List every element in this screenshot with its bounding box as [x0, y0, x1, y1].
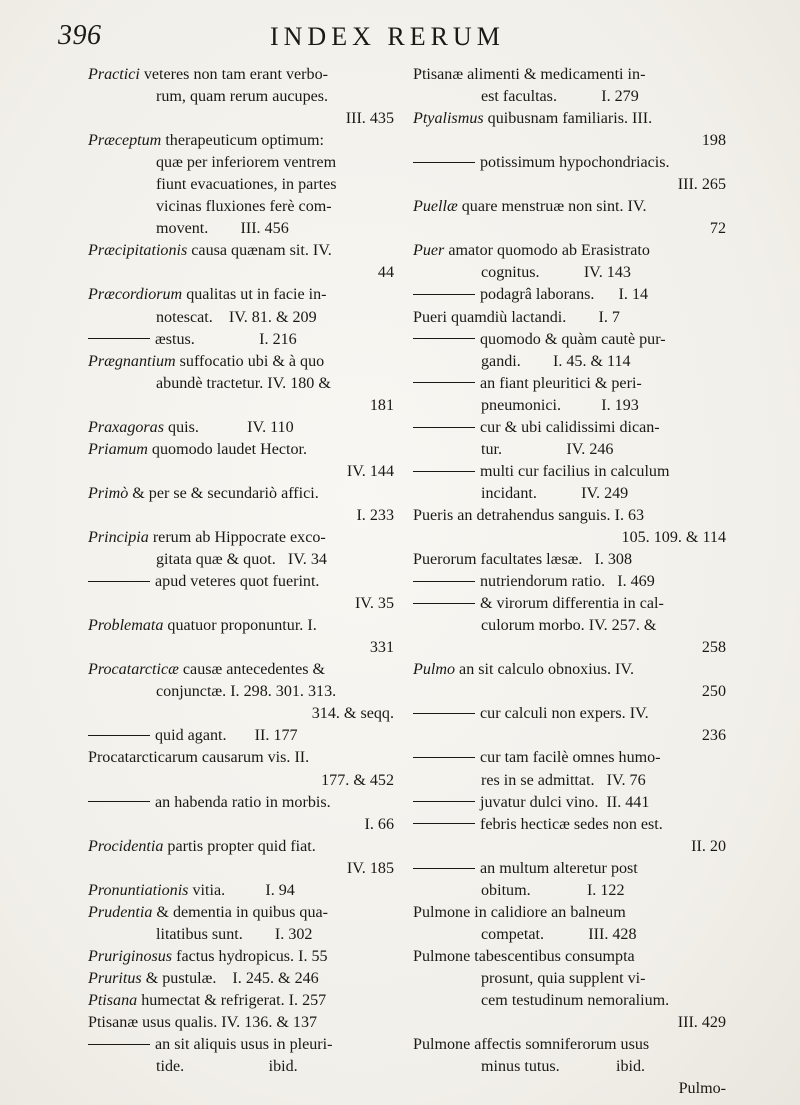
index-text: & dementia in quibus qua-	[152, 903, 329, 921]
running-title: INDEX RERUM	[270, 22, 505, 51]
index-text: Pulmone affectis somniferorum usus	[413, 1036, 650, 1054]
index-line	[413, 1034, 726, 1056]
index-text: III. 435	[345, 110, 394, 128]
index-line	[88, 770, 394, 792]
index-text: III. 265	[677, 176, 726, 194]
index-line	[413, 417, 726, 439]
index-text: suffocatio ubi & à quo	[175, 352, 325, 370]
index-line	[88, 329, 394, 351]
index-line	[88, 373, 394, 395]
index-text: I. 233	[356, 506, 394, 524]
index-line	[88, 681, 394, 703]
index-text: 258	[701, 639, 726, 657]
index-text: cem testudinum nemoralium.	[481, 991, 670, 1009]
index-line	[88, 284, 394, 306]
index-line	[88, 924, 394, 946]
index-line	[413, 1012, 726, 1034]
index-line	[413, 836, 726, 858]
index-text: & per se & secundariò affici.	[128, 484, 319, 502]
index-text: juvatur dulci vino. II. 441	[480, 793, 650, 811]
index-keyword: Procatarcticæ	[88, 661, 179, 679]
index-text: an multum alteretur post	[480, 859, 638, 877]
index-line	[88, 836, 394, 858]
index-keyword: Pruriginosus	[88, 947, 173, 965]
index-text: & pustulæ. I. 245. & 246	[141, 969, 319, 987]
index-text: competat. III. 428	[481, 925, 637, 943]
index-line	[413, 990, 726, 1012]
ditto-rule	[413, 713, 475, 714]
index-text: Pulmo-	[678, 1080, 726, 1098]
index-line	[413, 615, 726, 637]
index-text: tur. IV. 246	[481, 440, 614, 458]
index-line	[413, 527, 726, 549]
index-text: vicinas fluxiones ferè com-	[156, 198, 332, 216]
index-text: gitata quæ & quot. IV. 34	[156, 551, 327, 569]
index-keyword: Principia	[88, 528, 149, 546]
index-column-left	[88, 64, 394, 1078]
index-text: 236	[701, 727, 726, 745]
index-line	[413, 681, 726, 703]
ditto-rule	[88, 338, 150, 339]
ditto-rule	[88, 1044, 150, 1045]
index-line	[88, 461, 394, 483]
index-text: causa quænam sit. IV.	[187, 242, 332, 260]
index-text: an sit calculo obnoxius. IV.	[455, 661, 634, 679]
index-text: prosunt, quia supplent vi-	[481, 969, 646, 987]
index-line	[88, 571, 394, 593]
index-text: IV. 35	[354, 595, 394, 613]
index-line	[88, 968, 394, 990]
index-line	[88, 527, 394, 549]
index-text: therapeuticum optimum:	[161, 132, 325, 150]
index-line	[413, 549, 726, 571]
index-line	[88, 240, 394, 262]
index-text: multi cur facilius in calculum	[480, 462, 670, 480]
index-line	[413, 1078, 726, 1100]
index-text: quibusnam familiaris. III.	[483, 110, 653, 128]
index-text: potissimum hypochondriacis.	[480, 154, 670, 172]
index-line	[88, 880, 394, 902]
index-line	[413, 329, 726, 351]
index-text: pneumonici. I. 193	[481, 396, 639, 414]
index-text: quis. IV. 110	[164, 418, 294, 436]
index-line	[88, 1012, 394, 1034]
index-line	[413, 593, 726, 615]
index-line	[413, 747, 726, 769]
index-line	[88, 86, 394, 108]
index-text: conjunctæ. I. 298. 301. 313.	[156, 683, 337, 701]
index-line	[413, 505, 726, 527]
index-line	[88, 152, 394, 174]
index-text: movent. III. 456	[156, 220, 289, 238]
index-text: 72	[709, 220, 726, 238]
index-line	[88, 1034, 394, 1056]
index-keyword: Primò	[88, 484, 129, 502]
index-text: quare menstruæ non sint. IV.	[457, 198, 647, 216]
ditto-rule	[413, 603, 475, 604]
index-text: causæ antecedentes &	[178, 661, 326, 679]
index-text: obitum. I. 122	[481, 881, 625, 899]
index-text: 105. 109. & 114	[621, 528, 726, 546]
index-text: quomodo laudet Hector.	[147, 440, 308, 458]
index-text: veteres non tam erant verbo-	[139, 66, 328, 83]
index-line	[413, 86, 726, 108]
index-text: qualitas ut in facie in-	[182, 286, 327, 304]
ditto-rule	[413, 382, 475, 383]
index-keyword: Præceptum	[88, 132, 162, 150]
index-line	[88, 64, 394, 86]
index-line	[413, 880, 726, 902]
index-text: 250	[701, 683, 726, 701]
index-line	[413, 174, 726, 196]
index-keyword: Puellæ	[413, 198, 458, 216]
index-text: I. 66	[364, 815, 394, 833]
index-line	[88, 130, 394, 152]
index-line	[88, 108, 394, 130]
index-line	[413, 1056, 726, 1078]
index-text: quatuor proponuntur. I.	[163, 617, 317, 635]
ditto-rule	[88, 735, 150, 736]
index-keyword: Practici	[88, 66, 140, 83]
index-text: humectat & refrigerat. I. 257	[137, 991, 327, 1009]
index-keyword: Pronuntiationis	[88, 881, 189, 899]
index-text: notescat. IV. 81. & 209	[156, 308, 317, 326]
index-line	[413, 946, 726, 968]
index-text: incidant. IV. 249	[481, 484, 629, 502]
ditto-rule	[413, 823, 475, 824]
index-text: Pueris an detrahendus sanguis. I. 63	[413, 506, 645, 524]
index-line	[413, 240, 726, 262]
index-text: 198	[701, 132, 726, 150]
index-text: quomodo & quàm cautè pur-	[480, 330, 666, 348]
index-text: partis propter quid fiat.	[163, 837, 316, 855]
index-keyword: Prudentia	[88, 903, 153, 921]
index-text: Pulmone in calidiore an balneum	[413, 903, 626, 921]
index-keyword: Præcipitationis	[88, 242, 188, 260]
index-text: culorum morbo. IV. 257. &	[481, 617, 657, 635]
index-line	[88, 1056, 394, 1078]
index-text: 181	[369, 396, 394, 414]
index-line	[413, 968, 726, 990]
index-text: amator quomodo ab Erasistrato	[444, 242, 650, 260]
ditto-rule	[413, 471, 475, 472]
ditto-rule	[413, 427, 475, 428]
index-text: rerum ab Hippocrate exco-	[148, 528, 326, 546]
index-line	[413, 571, 726, 593]
index-text: minus tutus. ibid.	[481, 1058, 646, 1076]
page-number: 396	[58, 20, 102, 51]
index-line	[88, 615, 394, 637]
index-line	[88, 747, 394, 769]
index-line	[88, 593, 394, 615]
index-line	[413, 262, 726, 284]
index-line	[413, 152, 726, 174]
index-keyword: Praxagoras	[88, 418, 164, 436]
index-text: febris hecticæ sedes non est.	[480, 815, 663, 833]
index-line	[413, 637, 726, 659]
index-line	[88, 659, 394, 681]
index-keyword: Pulmo	[413, 661, 456, 679]
index-line	[413, 373, 726, 395]
index-line	[88, 351, 394, 373]
index-text: Pulmone tabescentibus consumpta	[413, 947, 635, 965]
index-line	[88, 902, 394, 924]
index-line	[413, 439, 726, 461]
index-line	[413, 130, 726, 152]
index-line	[88, 725, 394, 747]
index-text: abundè tractetur. IV. 180 &	[156, 374, 331, 392]
index-line	[88, 395, 394, 417]
index-line	[88, 814, 394, 836]
index-text: vitia. I. 94	[188, 881, 295, 899]
ditto-rule	[413, 868, 475, 869]
index-line	[413, 814, 726, 836]
index-line	[88, 946, 394, 968]
index-text: Pueri quamdiù lactandi. I. 7	[413, 308, 620, 326]
index-keyword: Problemata	[88, 617, 164, 635]
index-text: tide. ibid.	[156, 1058, 298, 1076]
index-line	[413, 395, 726, 417]
index-line	[413, 284, 726, 306]
index-text: factus hydropicus. I. 55	[172, 947, 328, 965]
index-line	[413, 659, 726, 681]
index-text: 44	[377, 264, 394, 282]
index-line	[413, 196, 726, 218]
index-line	[413, 461, 726, 483]
index-text: 331	[369, 639, 394, 657]
index-line	[88, 483, 394, 505]
index-text: rum, quam rerum aucupes.	[156, 88, 329, 106]
index-line	[88, 218, 394, 240]
index-line	[413, 307, 726, 329]
index-keyword: Procidentia	[88, 837, 164, 855]
index-line	[413, 108, 726, 130]
index-text: an habenda ratio in morbis.	[155, 793, 331, 811]
page-header	[58, 20, 718, 60]
index-text: 177. & 452	[321, 771, 394, 789]
ditto-rule	[413, 581, 475, 582]
index-line	[413, 902, 726, 924]
index-line	[88, 703, 394, 725]
index-keyword: Pruritus	[88, 969, 142, 987]
index-text: est facultas. I. 279	[481, 88, 639, 106]
index-keyword: Ptisana	[88, 991, 138, 1009]
index-line	[413, 792, 726, 814]
index-text: apud veteres quot fuerint.	[155, 573, 320, 591]
index-text: Ptisanæ usus qualis. IV. 136. & 137	[88, 1014, 318, 1032]
index-line	[88, 262, 394, 284]
index-text: podagrâ laborans. I. 14	[480, 286, 649, 304]
ditto-rule	[413, 338, 475, 339]
index-text: gandi. I. 45. & 114	[481, 352, 631, 370]
index-keyword: Præcordiorum	[88, 286, 183, 304]
index-line	[88, 990, 394, 1012]
ditto-rule	[413, 801, 475, 802]
index-line	[413, 770, 726, 792]
index-line	[413, 924, 726, 946]
index-line	[413, 725, 726, 747]
index-line	[413, 351, 726, 373]
ditto-rule	[413, 294, 475, 295]
index-line	[413, 483, 726, 505]
index-line	[88, 792, 394, 814]
index-text: cognitus. IV. 143	[481, 264, 631, 282]
index-keyword: Ptyalismus	[413, 110, 484, 128]
index-line	[88, 858, 394, 880]
index-text: nutriendorum ratio. I. 469	[480, 573, 655, 591]
index-line	[88, 174, 394, 196]
ditto-rule	[413, 162, 475, 163]
ditto-rule	[88, 801, 150, 802]
index-text: cur tam facilè omnes humo-	[480, 749, 661, 767]
index-text: an fiant pleuritici & peri-	[480, 374, 642, 392]
index-line	[88, 417, 394, 439]
index-text: Ptisanæ alimenti & medicamenti in-	[413, 66, 646, 83]
index-line	[413, 218, 726, 240]
index-text: IV. 185	[346, 859, 394, 877]
index-text: cur & ubi calidissimi dican-	[480, 418, 660, 436]
index-text: Puerorum facultates læsæ. I. 308	[413, 551, 633, 569]
index-text: quæ per inferiorem ventrem	[156, 154, 337, 172]
index-text: II. 20	[691, 837, 726, 855]
index-line	[88, 549, 394, 571]
index-text: Procatarcticarum causarum vis. II.	[88, 749, 310, 767]
index-line	[88, 637, 394, 659]
index-text: cur calculi non expers. IV.	[480, 705, 649, 723]
index-text: res in se admittat. IV. 76	[481, 771, 646, 789]
index-text: 314. & seqq.	[311, 705, 394, 723]
index-text: fiunt evacuationes, in partes	[156, 176, 337, 194]
ditto-rule	[88, 581, 150, 582]
index-line	[88, 196, 394, 218]
index-text: IV. 144	[346, 462, 394, 480]
index-text: litatibus sunt. I. 302	[156, 925, 313, 943]
index-text: an sit aliquis usus in pleuri-	[155, 1036, 333, 1054]
index-line	[413, 64, 726, 86]
index-line	[88, 505, 394, 527]
index-text: æstus. I. 216	[155, 330, 297, 348]
index-text: & virorum differentia in cal-	[480, 595, 664, 613]
index-keyword: Priamum	[88, 440, 148, 458]
ditto-rule	[413, 757, 475, 758]
index-text: quid agant. II. 177	[155, 727, 298, 745]
index-line	[88, 439, 394, 461]
index-line	[413, 703, 726, 725]
index-column-right	[413, 64, 726, 1100]
index-line	[413, 858, 726, 880]
index-keyword: Puer	[413, 242, 445, 260]
index-line	[88, 307, 394, 329]
index-keyword: Prægnantium	[88, 352, 176, 370]
index-text: III. 429	[677, 1014, 726, 1032]
